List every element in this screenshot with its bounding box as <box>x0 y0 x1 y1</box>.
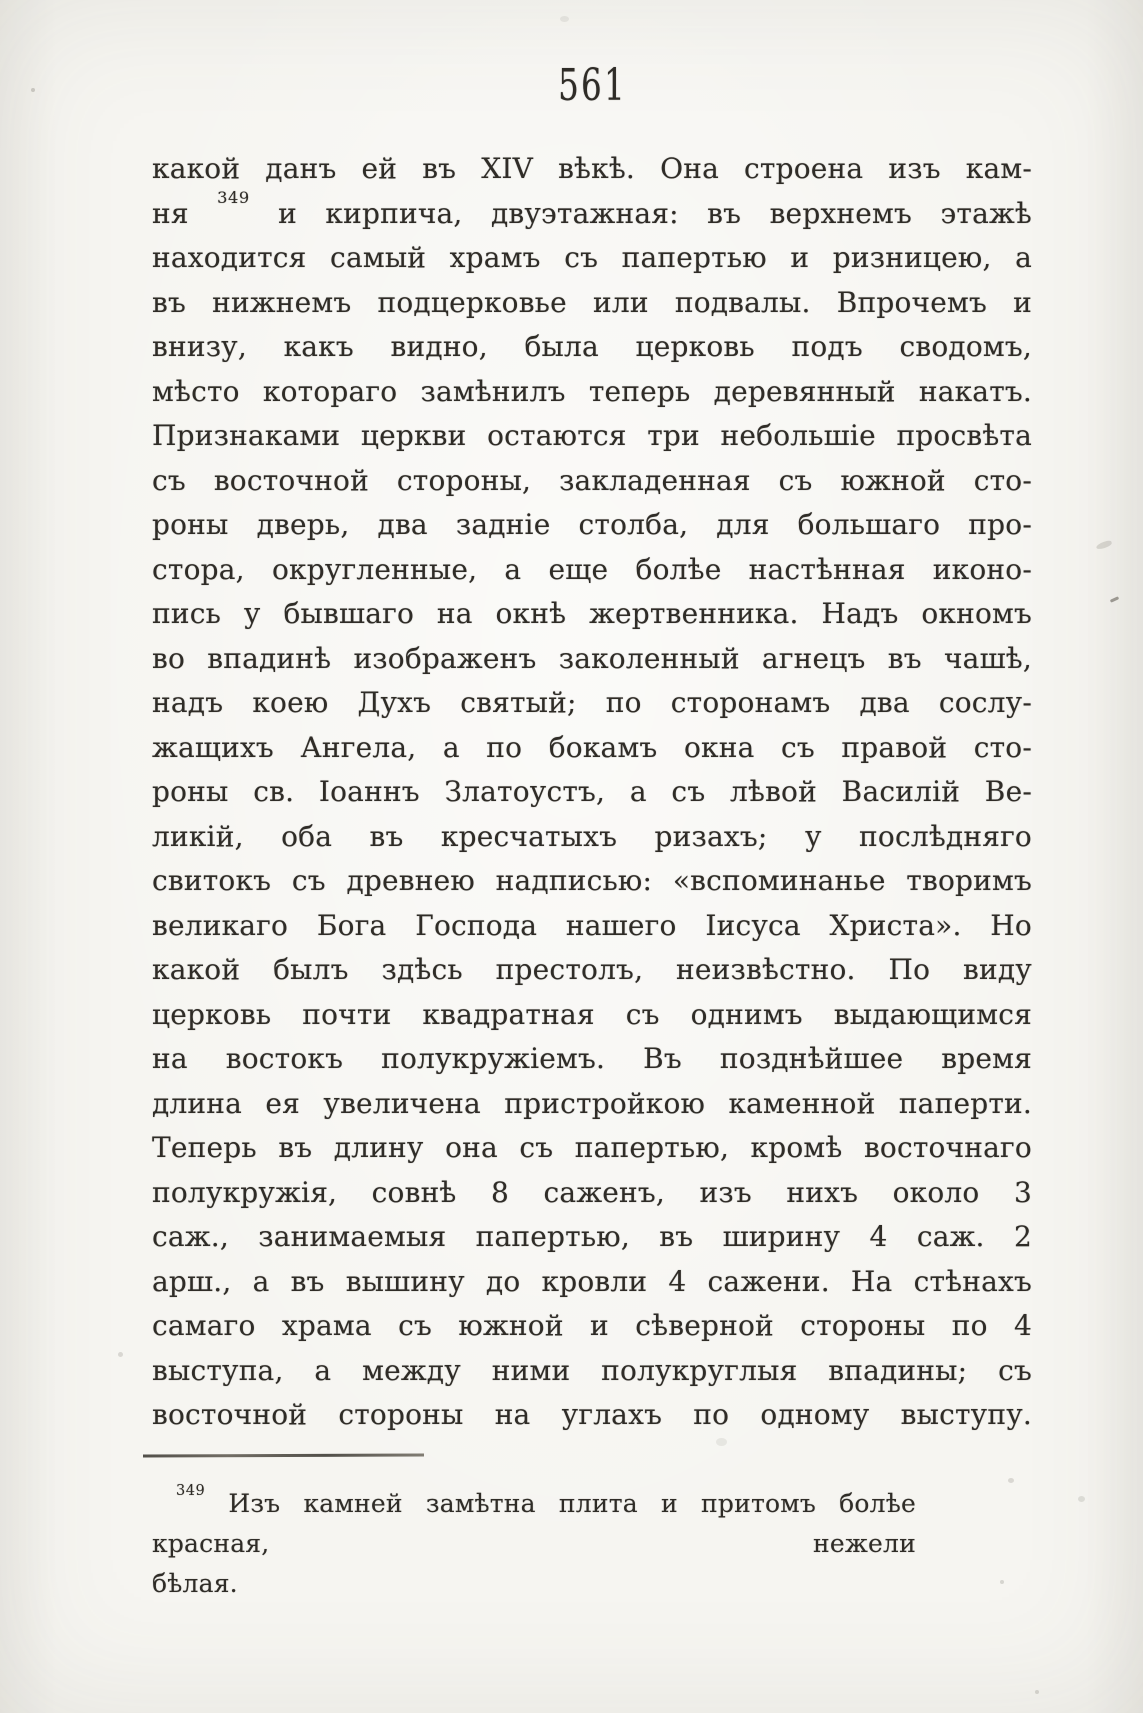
scan-speck <box>716 1438 727 1446</box>
text-line: внизу, какъ видно, была церковь подъ сводомъ, <box>152 330 1032 363</box>
text-line: церковь почти квадратная съ однимъ выдающимся <box>152 997 1032 1031</box>
scan-speck <box>560 16 569 22</box>
page-number-value: 561 <box>557 60 627 111</box>
text-line: роны дверь, два задніе столба, для большаго про- <box>152 508 1032 541</box>
body-text <box>152 147 1032 1438</box>
text-line: мѣсто котораго замѣнилъ теперь деревянный накатъ. <box>152 374 1032 408</box>
text-line: ня $^{349}$ и кирпича, двуэтажная: въ верхнемъ этажѣ <box>152 188 1033 230</box>
text-line: во впадинѣ изображенъ заколенный агнецъ въ чашѣ, <box>152 641 1032 675</box>
text-line: выступа, а между ними полукруглыя впадины; съ <box>152 1353 1032 1387</box>
text-line: полукружія, совнѣ 8 саженъ, изъ нихъ около 3 <box>152 1175 1032 1209</box>
scan-speck <box>1008 1478 1014 1483</box>
scan-speck <box>1095 540 1112 551</box>
text-line: $^{349}$ Изъ камней замѣтна плита и притомъ болѣе красная, нежели <box>152 1482 916 1558</box>
text-line: пись у бывшаго на окнѣ жертвенника. Надъ окномъ <box>152 597 1032 630</box>
scan-speck <box>1110 596 1119 603</box>
text-line: съ восточной стороны, закладенная съ южной сто- <box>152 463 1032 497</box>
text-line: самаго храма съ южной и сѣверной стороны по 4 <box>152 1309 1032 1342</box>
text-line: на востокъ полукружіемъ. Въ позднѣйшее время <box>152 1042 1032 1075</box>
text-line: Теперь въ длину она съ папертью, кромѣ восточнаго <box>152 1131 1032 1164</box>
text-line: Признаками церкви остаются три небольшіе просвѣта <box>152 419 1032 452</box>
text-line: восточной стороны на углахъ по одному выступу. <box>152 1398 1032 1431</box>
footnote-lines <box>152 1484 916 1604</box>
footnote-divider <box>143 1454 424 1458</box>
text-line: въ нижнемъ подцерковье или подвалы. Впрочемъ и <box>152 285 1032 319</box>
text-line: ликій, оба въ кресчатыхъ ризахъ; у послѣдняго <box>152 819 1032 853</box>
page-number <box>152 60 1032 111</box>
text-line: надъ коею Духъ святый; по сторонамъ два сослу- <box>152 686 1032 719</box>
text-line: стора, округленные, а еще болѣе настѣнная иконо- <box>152 552 1032 586</box>
text-line: длина ея увеличена пристройкою каменной паперти. <box>152 1086 1032 1120</box>
footnote-marker: 349 <box>176 1482 206 1499</box>
text-line: какой былъ здѣсь престолъ, неизвѣстно. По виду <box>152 953 1032 986</box>
scan-speck <box>1035 1690 1039 1694</box>
scan-speck <box>31 88 35 92</box>
text-line: великаго Бога Господа нашего Іисуса Христа». Но <box>152 908 1032 942</box>
text-line: находится самый храмъ съ папертью и ризницею, а <box>152 241 1032 274</box>
text-line: роны св. Іоаннъ Златоустъ, а съ лѣвой Василій Ве- <box>152 775 1032 808</box>
text-line: свитокъ съ древнею надписью: «вспоминанье творимъ <box>152 864 1032 897</box>
scan-speck <box>118 1352 123 1357</box>
text-line: бѣлая. <box>152 1569 238 1598</box>
text-line: арш., а въ вышину до кровли 4 сажени. На стѣнахъ <box>152 1264 1032 1298</box>
scan-speck <box>1078 1496 1085 1502</box>
footnote-reference: 349 <box>217 188 250 208</box>
text-line: саж., занимаемыя папертью, въ ширину 4 саж. 2 <box>152 1220 1032 1253</box>
scan-speck <box>1000 1580 1004 1584</box>
text-line: жащихъ Ангела, а по бокамъ окна съ правой сто- <box>152 730 1032 764</box>
footnote <box>152 1484 916 1604</box>
text-line: какой данъ ей въ XIV вѣкѣ. Она строена изъ кам- <box>152 152 1032 185</box>
